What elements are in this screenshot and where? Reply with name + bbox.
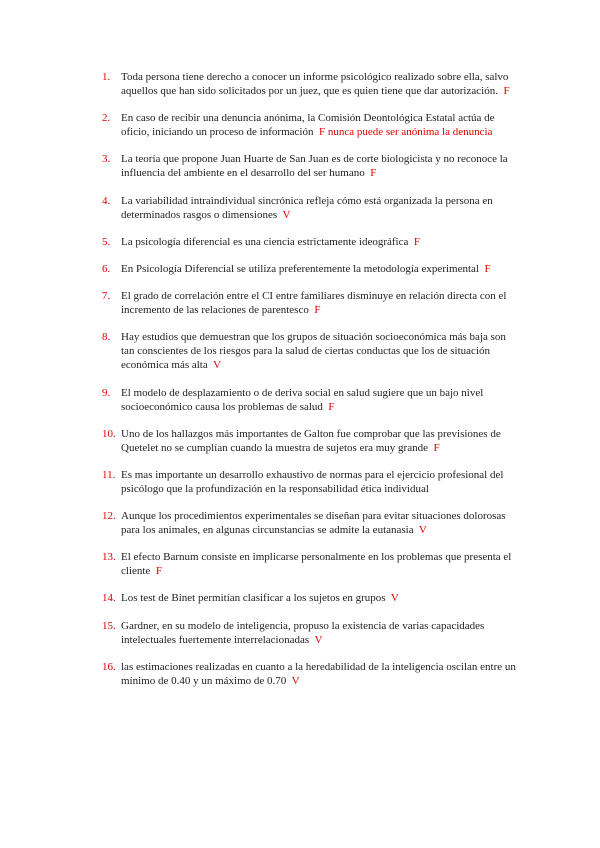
question-item [102,262,522,276]
question-body [121,289,522,317]
question-answer: V [314,633,323,646]
question-text: La teoría que propone Juan Huarte de San Juan es de corte biologicista y no reconoce la influencia del ambiente en el desarrollo del ser humano [121,153,508,180]
question-answer: V [418,524,427,537]
question-body [121,262,522,276]
question-answer: V [213,359,222,372]
question-item [102,591,522,605]
question-text: En Psicología Diferencial se utiliza preferentemente la metodología experimental [121,262,479,275]
question-body [121,427,522,455]
question-text: El modelo de desplazamiento o de deriva social en salud sugiere que un bajo nivel socioeconómico causa los problemas de salud [121,386,484,413]
question-text: Hay estudios que demuestran que los grupos de situación socioeconómica más baja son tan conscientes de los riesgos para la salud de ciertas conductas que los de situación económica más alta [121,331,506,372]
question-text: Toda persona tiene derecho a conocer un informe psicológico realizado sobre ella, salvo aquellos que han sido solicitados por un juez, que es quien tiene que dar autorización. [121,71,509,97]
question-body [121,509,522,537]
question-item [102,289,522,317]
question-text: Es mas importante un desarrollo exhaustivo de normas para el ejercicio profesional del psicólogo que la profundización en la responsabilidad ética individual [121,468,504,495]
question-number: 6. [102,262,111,275]
question-number: 8. [102,331,111,344]
question-answer: F [370,167,377,180]
question-item [102,235,522,249]
question-item [102,427,522,455]
question-answer: F [314,304,321,317]
question-item [102,550,522,578]
question-text: El grado de correlación entre el CI entre familiares disminuye en relación directa con el incremento de las relaciones de parentesco [121,290,507,317]
question-item [102,509,522,537]
question-item [102,111,522,139]
question-text: Los test de Binet permitían clasificar a los sujetos en grupos [121,592,386,605]
question-number: 11. [102,468,116,481]
question-answer: V [390,592,399,605]
question-number: 5. [102,235,111,248]
question-answer: F [484,262,491,275]
question-text: las estimaciones realizadas en cuanto a la heredabilidad de la inteligencia oscilan entre un mínimo de 0.40 y un máximo de 0.70 [121,660,516,687]
question-item [102,386,522,414]
question-answer: F [433,441,440,454]
question-item [102,70,522,98]
question-number: 13. [102,551,116,564]
question-body [121,468,522,496]
question-text: En caso de recibir una denuncia anónima, la Comisión Deontológica Estatal actúa de oficio, iniciando un proceso de información [121,112,495,139]
question-text: La psicología diferencial es una ciencia estrictamente ideográfica [121,235,409,248]
question-answer: F [413,235,421,248]
question-answer: F [328,400,335,413]
question-number: 7. [102,290,111,303]
question-body [121,619,522,647]
question-answer: F [503,85,510,97]
question-body [121,235,522,249]
question-body [121,152,522,180]
question-number: 10. [102,427,116,440]
question-text: Aunque los procedimientos experimentales se diseñan para evitar situaciones dolorosas para los animales, en algunas circunstancias se admite la eutanasia [121,510,506,537]
question-item [102,468,522,496]
question-body [121,330,522,372]
question-text: La variabilidad intraindividual sincrónica refleja cómo está organizada la persona en determinados rasgos o dimensiones [121,194,493,221]
question-item [102,152,522,180]
question-body [121,660,522,688]
question-number: 9. [102,386,111,399]
question-number: 3. [102,153,111,166]
question-list [102,70,522,701]
question-answer: V [282,208,291,221]
question-body [121,386,522,414]
question-item [102,330,522,372]
question-number: 1. [102,71,111,83]
question-body [121,591,522,605]
question-number: 14. [102,592,116,605]
question-answer: F [155,565,162,578]
question-text: Uno de los hallazgos más importantes de Galton fue comprobar que las previsiones de Quetelet no se cumplían cuando la muestra de sujetos era muy grande [121,427,501,454]
question-body [121,70,522,98]
question-item [102,660,522,688]
question-body [121,194,522,222]
question-text: El efecto Barnum consiste en implicarse personalmente en los problemas que presenta el cliente [121,551,512,578]
question-item [102,619,522,647]
question-number: 4. [102,194,111,207]
question-number: 16. [102,660,116,673]
question-text: Gardner, en su modelo de inteligencia, propuso la existencia de varias capacidades intelectuales fuertemente interrelacionadas [121,619,485,646]
question-body [121,550,522,578]
question-number: 15. [102,619,116,632]
question-body [121,111,522,139]
question-answer: F nunca puede ser anónima la denuncia [318,126,493,139]
question-number: 12. [102,510,116,523]
question-item [102,194,522,222]
question-answer: V [291,674,300,687]
question-number: 2. [102,112,111,125]
